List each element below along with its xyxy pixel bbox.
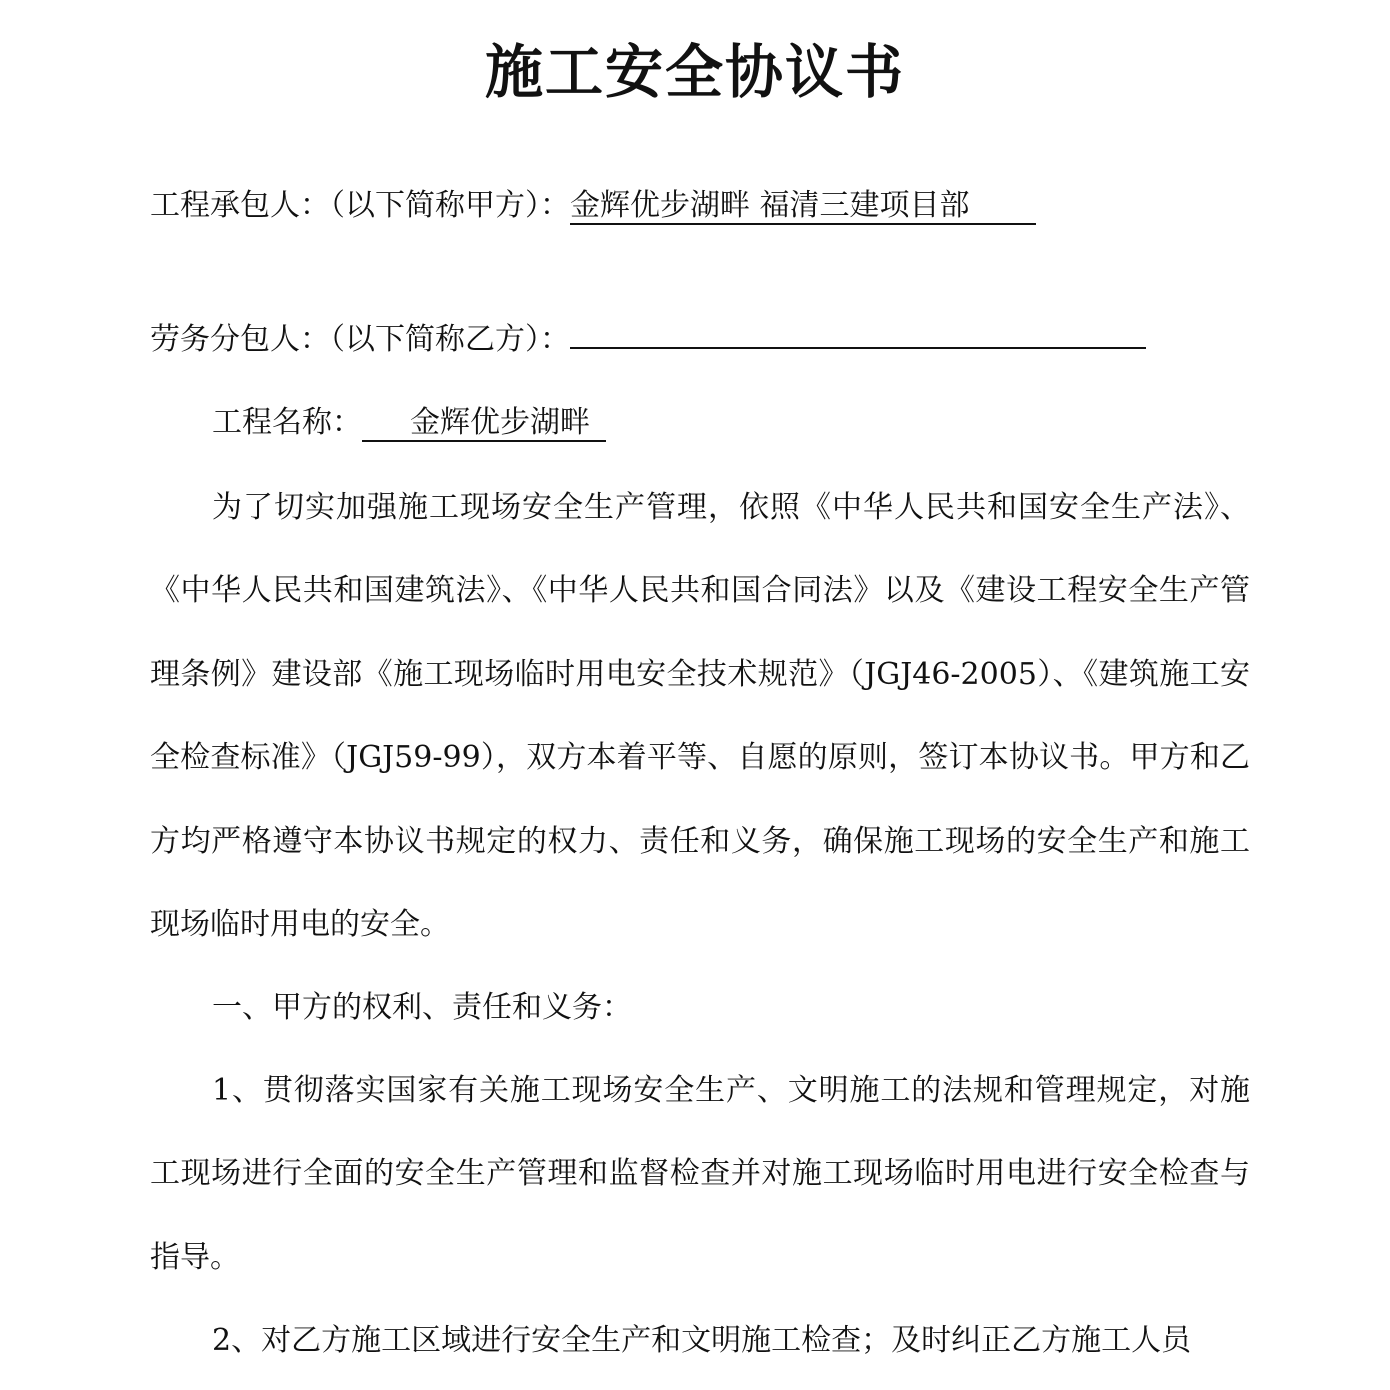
party-a-line — [150, 186, 1036, 226]
section-1-heading: 一、甲方的权利、责任和义务： — [212, 990, 632, 1025]
party-b-label: 劳务分包人：（以下简称乙方）： — [150, 322, 570, 357]
section-1-item-1: 1、贯彻落实国家有关施工现场安全生产、文明施工的法规和管理规定，对施工现场进行全面的安全生产管理和监督检查并对施工现场临时用电进行安全检查与指导。 — [150, 1073, 1250, 1275]
project-line — [212, 403, 606, 443]
intro-paragraph: 为了切实加强施工现场安全生产管理，依照《中华人民共和国安全生产法》、《中华人民共和国建筑法》、《中华人民共和国合同法》以及《建设工程安全生产管理条例》建设部《施工现场临时用电安全技术规范》（JGJ46-2005）、《建筑施工安全检查标准》（JGJ59-99），双方本着平等、自愿的原则，签订本协议书。甲方和乙方均严格遵守本协议书规定的权力、责任和义务，确保施工现场的安全生产和施工现场临时用电的安全。 — [150, 490, 1250, 943]
project-value: 金辉优步湖畔 — [362, 406, 606, 442]
party-b-line — [150, 320, 1146, 360]
party-a-label: 工程承包人：（以下简称甲方）： — [150, 188, 570, 223]
section-1-item-2: 2、对乙方施工区域进行安全生产和文明施工检查；及时纠正乙方施工人员 — [212, 1323, 1192, 1358]
project-label: 工程名称： — [212, 405, 362, 440]
party-b-value — [570, 347, 1146, 349]
document-title: 施工安全协议书 — [484, 38, 905, 106]
party-a-value: 金辉优步湖畔 福清三建项目部 — [570, 189, 1036, 225]
